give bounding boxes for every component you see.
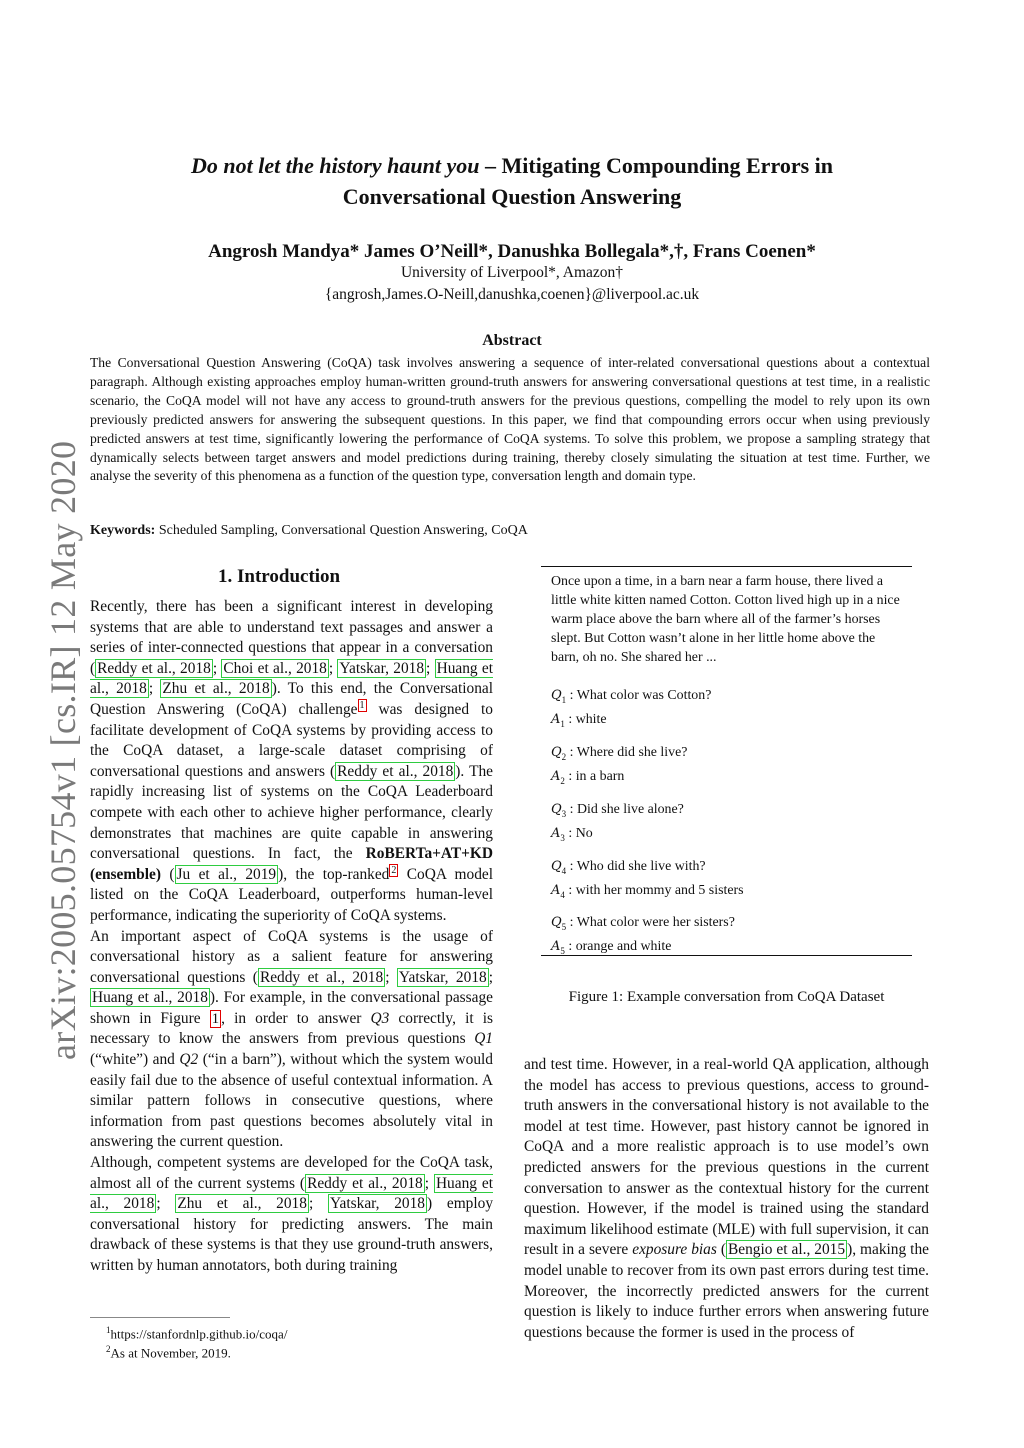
figure-story: Once upon a time, in a barn near a farm house, there lived a little white kitten named Cotton. Cotton lived high up in a nice warm place above the barn where all of the farmer’s horses slept. But Cotton wasn’t alone in her little home above the barn, oh no. She shared her ... (551, 574, 900, 665)
citation-link[interactable]: Huang et al., 2018 (90, 1174, 494, 1213)
citation-link[interactable]: Reddy et al., 2018 (97, 659, 211, 677)
intro-paragraph-3: Although, competent systems are developed for the CoQA task, almost all of the current systems ( Reddy et al., 2018 ; Huang et al., 2018 ; Zhu et al., 2018 ; Yatskar, 2018 ) employ conversational history for predicting answers. The main drawback of these systems is that they use ground-truth answers, written by human annotators, both during training (90, 1154, 494, 1274)
qa-pair: $Q_1$ : What color was Cotton? $A_1$ : white (551, 688, 712, 729)
citation-link[interactable]: Reddy et al., 2018 (337, 762, 454, 780)
figure-caption: Figure 1: Example conversation from CoQA Dataset (568, 989, 885, 1005)
title-line2: Conversational Question Answering (342, 184, 682, 209)
citation-link[interactable]: Reddy et al., 2018 (307, 1174, 423, 1192)
figure-bottom-rule (541, 955, 912, 956)
footnote-1: $^1$https://stanfordnlp.github.io/coqa/ (106, 1325, 288, 1342)
citation-link[interactable]: Huang et al., 2018 (90, 659, 494, 698)
qa-pair: $Q_4$ : Who did she live with? $A_4$ : with her mommy and 5 sisters (551, 859, 744, 900)
abstract-heading: Abstract (482, 332, 542, 349)
keywords-value: Scheduled Sampling, Conversational Question Answering, CoQA (155, 523, 528, 538)
footnote-rule (90, 1317, 230, 1318)
footnote-link[interactable]: 2 (391, 864, 397, 876)
paper-title (100, 150, 924, 212)
citation-link[interactable]: Zhu et al., 2018 (177, 1195, 307, 1213)
section-heading: 1. Introduction (218, 566, 341, 587)
citation-link[interactable]: Huang et al., 2018 (92, 989, 208, 1007)
title-italic: Do not let the history haunt you (191, 153, 480, 178)
footnote-link[interactable]: 1 (359, 699, 365, 711)
citation-link[interactable]: Zhu et al., 2018 (162, 680, 270, 698)
authors: Angrosh Mandya* James O’Neill*, Danushka Bollegala*,†, Frans Coenen* (208, 241, 816, 262)
intro-paragraph-2: An important aspect of CoQA systems is the usage of conversational history as a salient feature for answering conversational questions ( Reddy et al., 2018 ; Yatskar, 2018 ; Huang et al., 2018 ). For example, in the conversational passage shown in Figure 1 , in order to answer Q3 correctly, it is necessary to know the answers from previous questions Q1 (“white”) and Q2 (“in a barn”), without which the system would easily fail due to the absence of useful contextual information. A similar pattern follows in consecutive questions, where information from past questions becomes absolutely vital in answering the current question. (90, 927, 493, 1151)
right-column (524, 1055, 929, 1343)
left-column (90, 597, 493, 1277)
abstract-text: The Conversational Question Answering (CoQA) task involves answering a sequence of inter-related conversational questions about a contextual paragraph. Although existing approaches employ human-written ground-truth answers for answering conversational questions at test time, in a realistic scenario, the CoQA model will not have any access to ground-truth answers for the previous questions, compelling the model to rely upon its own previously predicted answers for answering the subsequent questions. In this paper, we find that compounding errors occur when using previously predicted answers at test time, significantly lowering the performance of CoQA systems. To solve this problem, we propose a sampling strategy that dynamically selects between target answers and model predictions during training, thereby closely simulating the situation at test time. Further, we analyse the severity of this phenomena as a function of the question type, conversation length and domain type. (90, 355, 930, 484)
arxiv-stamp: arXiv:2005.05754v1 [cs.IR] 12 May 2020 (43, 440, 83, 1060)
keywords (90, 523, 528, 539)
citation-link[interactable]: Yatskar, 2018 (339, 659, 425, 677)
citation-link[interactable]: Ju et al., 2019 (176, 865, 277, 883)
keywords-label: Keywords: (90, 523, 156, 538)
citation-link[interactable]: Yatskar, 2018 (329, 1195, 426, 1213)
figure-link[interactable]: 1 (211, 1010, 220, 1027)
figure-top-rule (541, 566, 912, 567)
footnote-2: $^2$As at November, 2019. (106, 1344, 231, 1361)
qa-pair: $Q_2$ : Where did she live? $A_2$ : in a barn (551, 745, 688, 786)
citation-link[interactable]: Choi et al., 2018 (223, 659, 327, 677)
citation-link[interactable]: Reddy et al., 2018 (259, 968, 384, 986)
qa-pair: $Q_5$ : What color were her sisters? $A_5$ : orange and white (551, 915, 735, 956)
title-line1-rest: – Mitigating Compounding Errors in (479, 153, 833, 178)
citation-link[interactable]: Yatskar, 2018 (398, 968, 487, 986)
intro-paragraph-1: Recently, there has been a significant interest in developing systems that are able to understand text passages and answer a series of inter-connected questions that appear in a conversation ( Reddy et al., 2018 ; Choi et al., 2018 ; Yatskar, 2018 ; Huang et al., 2018 ; Zhu et al., 2018 ). To this end, the Conversational Question Answering (CoQA) challenge $^1$ was designed to facilitate development of CoQA systems by providing access to the CoQA dataset, a large-scale dataset comprising of conversational questions and answers ( Reddy et al., 2018 ). The rapidly increasing list of systems on the CoQA Leaderboard compete with each other to achieve higher performance, clearly demonstrates that machines are quite capable in answering conversational questions. In fact, the RoBERTa+AT+KD (ensemble) ( Ju et al., 2019 ), the top-ranked $^2$ CoQA model listed on the CoQA Leaderboard, outperforms human-level performance, indicating the superiority of CoQA systems. (90, 598, 494, 924)
qa-pair: $Q_3$ : Did she live alone? $A_3$ : No (551, 802, 684, 843)
citation-link[interactable]: Bengio et al., 2015 (727, 1241, 846, 1259)
email: {angrosh,James.O-Neill,danushka,coenen}@liverpool.ac.uk (324, 286, 700, 303)
right-paragraph: and test time. However, in a real-world QA application, although the model has access to previous questions, access to ground-truth answers in the conversational history is not available to the model at test time. However, past history cannot be ignored in CoQA and a more realistic approach is to use model’s own predicted answers for the previous questions in the current conversation to answer as the contextual history for the current question. However, if the model is trained using the standard maximum likelihood estimate (MLE) with full supervision, it can result in a severe exposure bias ( Bengio et al., 2015 ), making the model unable to recover from its own past errors during test time. Moreover, the incorrectly predicted answers for the current question is likely to induce further errors when answering future questions because the former is used in the process of (524, 1056, 929, 1341)
affiliation: University of Liverpool*, Amazon† (400, 264, 624, 281)
